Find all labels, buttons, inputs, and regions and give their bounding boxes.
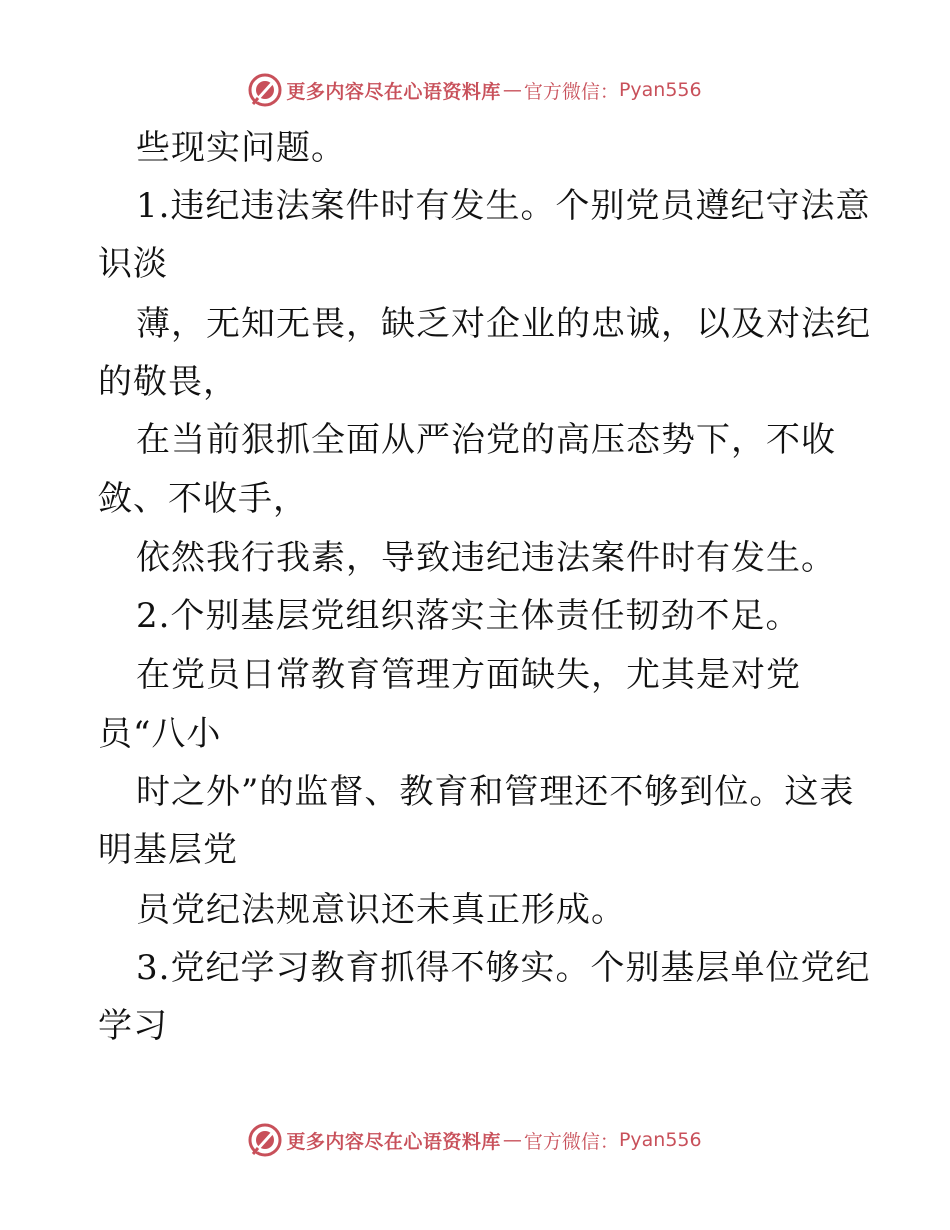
pen-logo-icon bbox=[248, 1123, 282, 1157]
footer-wechat-id: Pyan556 bbox=[618, 1129, 702, 1151]
header-banner bbox=[0, 70, 950, 110]
header-wechat-label: 官方微信： bbox=[523, 80, 619, 103]
body-line: 薄，无知无畏，缺乏对企业的忠诚，以及对法纪 bbox=[136, 304, 871, 344]
body-line: 在当前狠抓全面从严治党的高压态势下，不收 bbox=[136, 420, 836, 460]
body-line: 在党员日常教育管理方面缺失，尤其是对党 bbox=[136, 655, 801, 695]
body-line: 员党纪法规意识还未真正形成。 bbox=[136, 890, 626, 930]
footer-banner-dash: — bbox=[502, 1129, 522, 1151]
body-line: 1.违纪违法案件时有发生。个别党员遵纪守法意 bbox=[136, 186, 871, 226]
body-line: 时之外”的监督、教育和管理还不够到位。这表 bbox=[136, 772, 855, 812]
body-line: 员“八小 bbox=[98, 714, 222, 754]
body-line: 敛、不收手， bbox=[98, 479, 308, 519]
pen-logo-icon bbox=[248, 73, 282, 107]
footer-banner bbox=[0, 1120, 950, 1160]
body-line: 识淡 bbox=[98, 244, 168, 284]
header-banner-dash: — bbox=[502, 79, 522, 101]
body-line: 2.个别基层党组织落实主体责任韧劲不足。 bbox=[136, 596, 801, 636]
footer-wechat-label: 官方微信： bbox=[523, 1130, 619, 1153]
body-line: 的敬畏， bbox=[98, 362, 238, 402]
footer-banner-text: 更多内容尽在心语资料库 bbox=[286, 1130, 501, 1153]
header-banner-text: 更多内容尽在心语资料库 bbox=[286, 80, 501, 103]
body-line: 学习 bbox=[98, 1006, 168, 1046]
body-line: 些现实问题。 bbox=[136, 128, 346, 168]
header-wechat-id: Pyan556 bbox=[618, 79, 702, 101]
body-line: 3.党纪学习教育抓得不够实。个别基层单位党纪 bbox=[136, 948, 871, 988]
body-line: 依然我行我素，导致违纪违法案件时有发生。 bbox=[136, 538, 836, 578]
body-line: 明基层党 bbox=[98, 830, 238, 870]
